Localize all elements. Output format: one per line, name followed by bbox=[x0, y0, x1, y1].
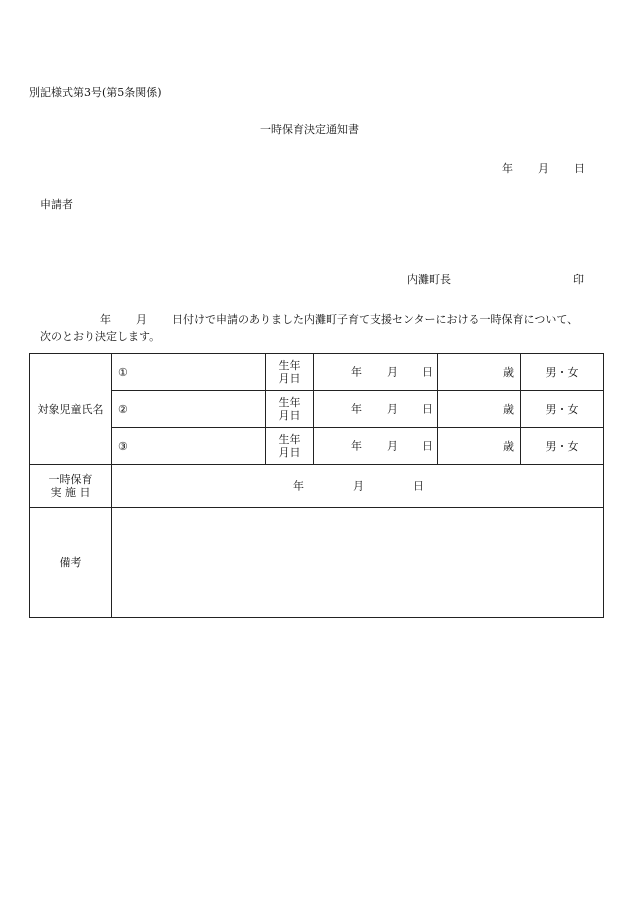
birth-day: 日 bbox=[422, 439, 433, 453]
impl-year: 年 bbox=[293, 479, 304, 493]
document-title: 一時保育決定通知書 bbox=[260, 123, 359, 136]
birth-year: 年 bbox=[351, 402, 362, 416]
age-cell-1[interactable] bbox=[438, 354, 521, 391]
birth-label-line-2: 月日 bbox=[278, 446, 301, 459]
implementation-label bbox=[30, 465, 112, 508]
birth-day: 日 bbox=[422, 402, 433, 416]
applicant-label: 申請者 bbox=[40, 198, 73, 211]
implementation-date-cell[interactable] bbox=[112, 465, 604, 508]
gender-options: 男・女 bbox=[545, 402, 579, 416]
date-year: 年 bbox=[502, 162, 513, 175]
impl-label-line-2: 実 施 日 bbox=[50, 486, 91, 499]
birth-year: 年 bbox=[351, 439, 362, 453]
gender-cell-1[interactable] bbox=[521, 354, 604, 391]
birth-label-cell bbox=[266, 428, 314, 465]
gender-cell-2[interactable] bbox=[521, 391, 604, 428]
gender-options: 男・女 bbox=[545, 439, 579, 453]
remarks-row bbox=[30, 508, 604, 618]
birth-label-line-2: 月日 bbox=[278, 372, 301, 385]
seal-mark: 印 bbox=[573, 273, 584, 286]
implementation-row bbox=[30, 465, 604, 508]
child-row-2 bbox=[30, 391, 604, 428]
birth-month: 月 bbox=[387, 402, 398, 416]
gender-options: 男・女 bbox=[545, 365, 579, 379]
birth-date-cell-3[interactable] bbox=[314, 428, 438, 465]
form-reference: 別記様式第3号(第5条関係) bbox=[29, 86, 162, 99]
child-row-1 bbox=[30, 354, 604, 391]
body-line-1 bbox=[0, 311, 630, 325]
age-cell-2[interactable] bbox=[438, 391, 521, 428]
row-number: ③ bbox=[118, 439, 128, 453]
birth-label-line-1: 生年 bbox=[278, 396, 301, 409]
impl-month: 月 bbox=[353, 479, 364, 493]
birth-label-cell bbox=[266, 354, 314, 391]
gender-cell-3[interactable] bbox=[521, 428, 604, 465]
age-unit: 歳 bbox=[503, 365, 514, 379]
body-month: 月 bbox=[136, 313, 147, 326]
birth-date-cell-2[interactable] bbox=[314, 391, 438, 428]
age-unit: 歳 bbox=[503, 402, 514, 416]
birth-date-cell-1[interactable] bbox=[314, 354, 438, 391]
birth-year: 年 bbox=[351, 365, 362, 379]
child-row-3 bbox=[30, 428, 604, 465]
child-name-cell-2[interactable] bbox=[112, 391, 266, 428]
child-name-cell-3[interactable] bbox=[112, 428, 266, 465]
birth-label-line-1: 生年 bbox=[278, 433, 301, 446]
remarks-cell[interactable] bbox=[112, 508, 604, 618]
date-month: 月 bbox=[538, 162, 549, 175]
birth-day: 日 bbox=[422, 365, 433, 379]
birth-month: 月 bbox=[387, 439, 398, 453]
birth-label-cell bbox=[266, 391, 314, 428]
remarks-label: 備考 bbox=[30, 508, 112, 618]
child-name-cell-1[interactable] bbox=[112, 354, 266, 391]
body-text: 日付けで申請のありました内灘町子育て支援センターにおける一時保育について、 bbox=[172, 313, 579, 326]
application-table bbox=[29, 353, 604, 618]
row-number: ① bbox=[118, 365, 128, 379]
issuer-name: 内灘町長 bbox=[407, 273, 451, 286]
impl-label-line-1: 一時保育 bbox=[48, 473, 93, 486]
impl-day: 日 bbox=[413, 479, 424, 493]
row-number: ② bbox=[118, 402, 128, 416]
birth-label-line-2: 月日 bbox=[278, 409, 301, 422]
child-name-label: 対象児童氏名 bbox=[30, 354, 112, 465]
body-year: 年 bbox=[100, 313, 111, 326]
birth-month: 月 bbox=[387, 365, 398, 379]
age-cell-3[interactable] bbox=[438, 428, 521, 465]
date-day: 日 bbox=[574, 162, 585, 175]
notice-date bbox=[0, 160, 630, 174]
body-line-2: 次のとおり決定します。 bbox=[40, 330, 161, 343]
birth-label-line-1: 生年 bbox=[278, 359, 301, 372]
age-unit: 歳 bbox=[503, 439, 514, 453]
